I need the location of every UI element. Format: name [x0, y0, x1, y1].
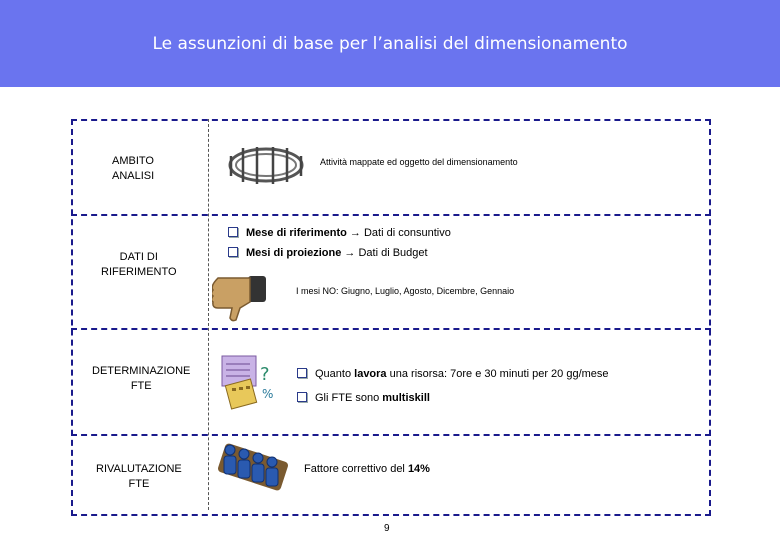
page-title: Le assunzioni di base per l’analisi del dimensionamento [152, 34, 628, 54]
svg-text:?: ? [260, 364, 270, 385]
rivalutazione-text [304, 462, 430, 476]
bullet-text: una risorsa: 7ore e 30 minuti per 20 gg/mese [386, 368, 609, 380]
arrow-icon: → [349, 227, 361, 239]
ambito-description: Attività mappate ed oggetto del dimensionamento [320, 157, 518, 167]
header-bar [0, 0, 780, 87]
label-line: AMBITO [112, 155, 154, 167]
fence-icon [225, 142, 307, 188]
row-divider [71, 214, 711, 216]
row-label-rivalutazione [96, 462, 182, 492]
label-line: RIFERIMENTO [101, 266, 177, 278]
page-number: 9 [384, 523, 390, 534]
row-divider [71, 434, 711, 436]
column-divider [208, 119, 209, 510]
bold-text: lavora [354, 368, 387, 380]
row-label-ambito [112, 154, 154, 184]
row-label-dati [101, 250, 177, 280]
workers-icon [216, 438, 290, 492]
thumbs-down-icon [212, 270, 268, 322]
dati-bullet-1 [228, 226, 451, 240]
determinazione-bullet-2 [297, 391, 430, 405]
bullet-text: Quanto [315, 368, 355, 380]
label-line: DETERMINAZIONE [92, 365, 191, 377]
label-line: RIVALUTAZIONE [96, 463, 182, 475]
arrow-icon: → [344, 247, 356, 259]
content-frame [71, 119, 711, 516]
label-line: FTE [128, 478, 150, 490]
bold-text: multiskill [382, 392, 430, 404]
bullet-text: Gli FTE sono [315, 392, 383, 404]
bold-text: Mese di riferimento [246, 227, 347, 239]
row-divider [71, 328, 711, 330]
checkbox-bullet-icon [297, 392, 307, 402]
dati-bullet-2 [228, 246, 428, 260]
determinazione-bullet-1 [297, 367, 609, 381]
checkbox-bullet-icon [297, 368, 307, 378]
body-text: Fattore correttivo del [304, 463, 408, 475]
row-label-determinazione [92, 364, 190, 394]
calculator-icon [220, 352, 280, 412]
checkbox-bullet-icon [228, 227, 238, 237]
dati-note: I mesi NO: Giugno, Luglio, Agosto, Dicembre, Gennaio [296, 286, 515, 296]
label-line: FTE [130, 380, 152, 392]
bold-text: 14% [407, 463, 430, 475]
label-line: ANALISI [112, 170, 155, 182]
bold-text: Mesi di proiezione [246, 247, 342, 259]
svg-text:%: % [262, 387, 274, 401]
bullet-text: Dati di Budget [358, 247, 428, 259]
bullet-text: Dati di consuntivo [363, 227, 451, 239]
checkbox-bullet-icon [228, 247, 238, 257]
label-line: DATI DI [119, 251, 158, 263]
